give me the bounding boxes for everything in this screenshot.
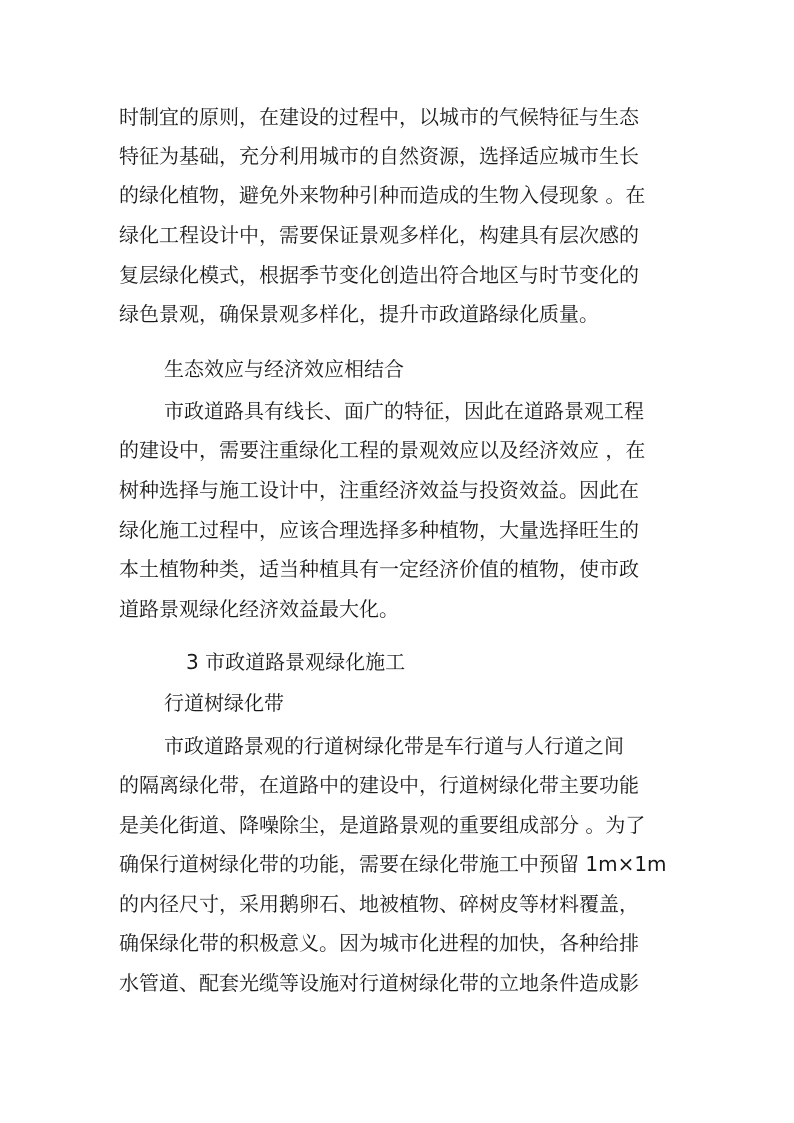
text-line: 道路景观绿化经济效益最大化。 — [119, 597, 399, 621]
text-line: 绿化施工过程中，应该合理选择多种植物，大量选择旺生的 — [119, 518, 639, 542]
text-line: 复层绿化模式，根据季节变化创造出符合地区与时节变化的 — [119, 263, 639, 287]
section-heading: 3 市政道路景观绿化施工 — [186, 650, 406, 674]
text-line: 是美化街道、降噪除尘，是道路景观的重要组成部分 。为了 — [119, 813, 646, 837]
text-line: 市政道路景观的行道树绿化带是车行道与人行道之间 — [164, 734, 624, 758]
text-line: 的绿化植物，避免外来物种引种而造成的生物入侵现象 。在 — [119, 183, 646, 207]
text-line: 绿色景观，确保景观多样化，提升市政道路绿化质量。 — [119, 302, 599, 326]
text-line: 确保绿化带的积极意义。因为城市化进程的加快，各种给排 — [119, 931, 639, 955]
text-line: 时制宜的原则，在建设的过程中，以城市的气候特征与生态 — [119, 105, 639, 129]
text-line: 本土植物种类，适当种植具有一定经济价值的植物，使市政 — [119, 557, 639, 581]
text-line: 的内径尺寸，采用鹅卵石、地被植物、碎树皮等材料覆盖， — [119, 892, 639, 916]
text-line: 水管道、配套光缆等设施对行道树绿化带的立地条件造成影 — [119, 971, 639, 995]
text-line: 绿化工程设计中，需要保证景观多样化，构建具有层次感的 — [119, 223, 639, 247]
subheading: 生态效应与经济效应相结合 — [164, 357, 404, 381]
text-line: 市政道路具有线长、面广的特征，因此在道路景观工程 — [164, 399, 644, 423]
text-line: 的建设中，需要注重绿化工程的景观效应以及经济效应 ，在 — [119, 438, 646, 462]
text-line: 树种选择与施工设计中，注重经济效益与投资效益。因此在 — [119, 478, 639, 502]
text-line: 的隔离绿化带，在道路中的建设中，行道树绿化带主要功能 — [119, 773, 639, 797]
text-line: 特征为基础，充分利用城市的自然资源，选择适应城市生长 — [119, 144, 639, 168]
text-line: 确保行道树绿化带的功能，需要在绿化带施工中预留 1m×1m — [119, 852, 667, 876]
subheading: 行道树绿化带 — [164, 691, 284, 715]
